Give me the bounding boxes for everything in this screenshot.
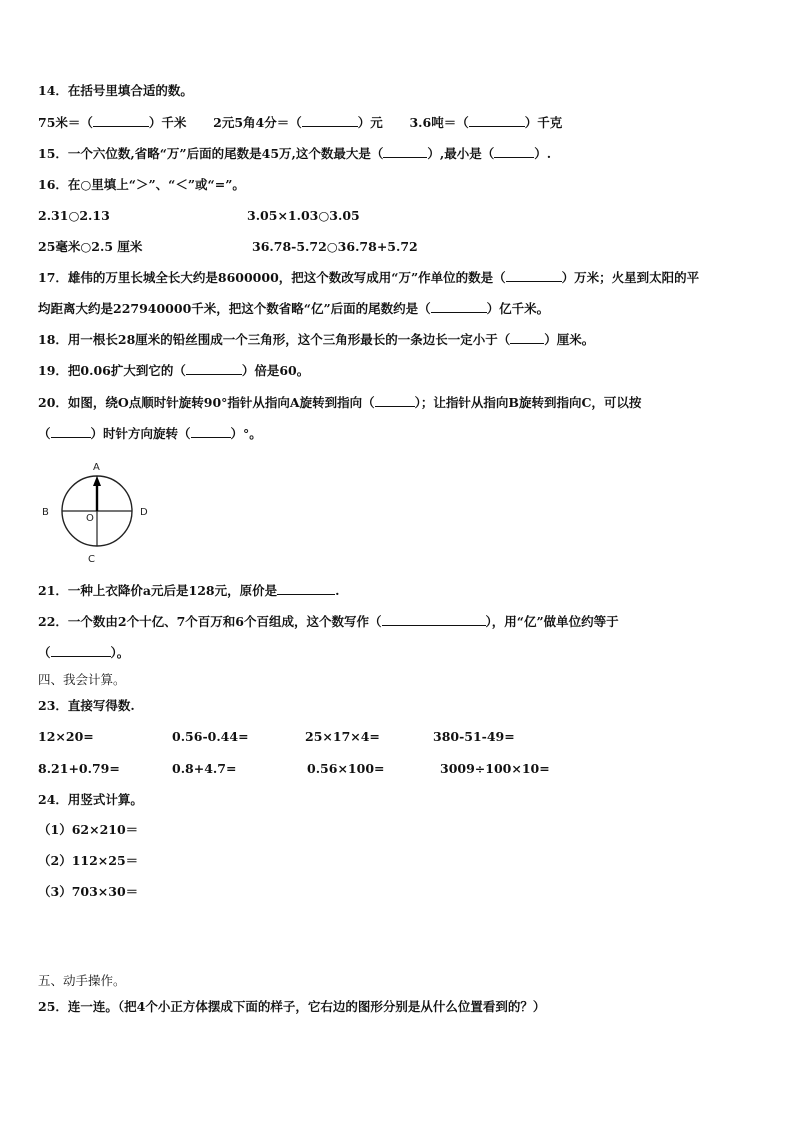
q16-item-4: 36.78-5.72○36.78+5.72: [252, 239, 418, 254]
section-4-heading: 四、我会计算。: [38, 672, 126, 687]
q15-pre: 15．一个六位数,省略“万”后面的尾数是45万,这个数最大是（: [38, 146, 384, 161]
q22-line-2: [38, 644, 758, 662]
q17-blank-1[interactable]: [506, 269, 562, 282]
q14-a-blank[interactable]: [93, 114, 149, 127]
q22-blank-1[interactable]: [382, 613, 486, 626]
q20-line2-mid: ）时针方向旋转（: [90, 426, 191, 441]
q18-pre: 18．用一根长28厘米的铅丝围成一个三角形，这个三角形最长的一条边长一定小于（: [38, 332, 511, 347]
q22-line-1: [38, 613, 758, 631]
q16-item-2: 3.05×1.03○3.05: [247, 208, 360, 223]
q23-row1-item-4: 380-51-49=: [433, 729, 515, 744]
label-c: C: [88, 554, 95, 565]
q23-row1-item-2: 0.56-0.44=: [172, 729, 249, 744]
q14-items: [38, 114, 758, 132]
label-d: D: [140, 507, 148, 518]
q24-item-1: （1）62×210＝: [38, 822, 139, 837]
q17-line2-pre: 均距离大约是227940000千米，把这个数省略“亿”后面的尾数约是（: [38, 301, 431, 316]
q14-title: 14．在括号里填合适的数。: [38, 83, 193, 98]
q14-c-pre: 3.6吨＝（: [409, 115, 469, 130]
q24-title: 24．用竖式计算。: [38, 792, 143, 807]
q14-a-post: ）千米: [148, 115, 187, 130]
q19-post: ）倍是60。: [241, 363, 310, 378]
q14-b-post: ）元: [357, 115, 383, 130]
q17-blank-2[interactable]: [431, 300, 487, 313]
label-b: B: [42, 507, 49, 518]
q14-c-blank[interactable]: [469, 114, 525, 127]
q21-post: .: [335, 583, 340, 598]
label-a: A: [93, 462, 100, 473]
q17-line1-pre: 17．雄伟的万里长城全长大约是8600000，把这个数改写成用“万”作单位的数是（: [38, 270, 506, 285]
q20-line1-pre: 20．如图，绕O点顺时针旋转90°指针从指向A旋转到指向（: [38, 395, 375, 410]
q23-row2-item-4: 3009÷100×10=: [440, 761, 550, 776]
q16-item-1: 2.31○2.13: [38, 208, 110, 223]
q18-blank[interactable]: [510, 331, 544, 344]
q24-item-3: （3）703×30＝: [38, 884, 139, 899]
q15-post: ）.: [534, 146, 552, 161]
q22-line2-post: ）。: [110, 645, 130, 660]
q15-blank-2[interactable]: [494, 145, 534, 158]
q23-row1-item-3: 25×17×4=: [305, 729, 380, 744]
label-o: O: [86, 513, 94, 524]
q14-a-pre: 75米＝（: [38, 115, 93, 130]
section-5-heading: 五、动手操作。: [38, 973, 126, 988]
q15: [38, 145, 758, 163]
q22-line2-pre: （: [38, 645, 51, 660]
q18: [38, 331, 758, 349]
q14-b-blank[interactable]: [302, 114, 358, 127]
q17-line-1: [38, 269, 758, 287]
q14-b-pre: 2元5角4分＝（: [213, 115, 302, 130]
q23-title: 23．直接写得数.: [38, 698, 135, 713]
q20-line2-pre: （: [38, 426, 51, 441]
q15-blank-1[interactable]: [383, 145, 427, 158]
q20-line-1: [38, 394, 758, 412]
q20-blank-1[interactable]: [375, 394, 415, 407]
q20-blank-3[interactable]: [191, 425, 231, 438]
q19-blank[interactable]: [186, 362, 242, 375]
q25-title: 25．连一连。（把4个小正方体摆成下面的样子，它右边的图形分别是从什么位置看到的？）: [38, 999, 546, 1014]
q19-pre: 19．把0.06扩大到它的（: [38, 363, 186, 378]
q17-line-2: [38, 300, 758, 318]
q19: [38, 362, 758, 380]
q16-title: 16．在○里填上“＞”、“＜”或“=”。: [38, 177, 245, 192]
q20-line2-post: ）°。: [230, 426, 262, 441]
q21-pre: 21．一种上衣降价a元后是128元，原价是: [38, 583, 278, 598]
q21: [38, 582, 758, 600]
q18-post: ）厘米。: [544, 332, 595, 347]
q16-item-3: 25毫米○2.5 厘米: [38, 239, 143, 254]
q23-row2-item-3: 0.56×100=: [307, 761, 385, 776]
q22-line1-pre: 22．一个数由2个十亿、7个百万和6个百组成，这个数写作（: [38, 614, 382, 629]
q23-row1-item-1: 12×20=: [38, 729, 94, 744]
q17-line2-post: ）亿千米。: [486, 301, 550, 316]
q17-line1-post: ）万米；火星到太阳的平: [561, 270, 700, 285]
q24-item-2: （2）112×25＝: [38, 853, 139, 868]
q20-compass-figure: [38, 458, 158, 568]
q20-line-2: [38, 425, 758, 443]
q14-c-post: ）千克: [524, 115, 563, 130]
q20-blank-2[interactable]: [51, 425, 91, 438]
q23-row2-item-1: 8.21+0.79=: [38, 761, 120, 776]
q22-blank-2[interactable]: [51, 644, 111, 657]
q15-mid: ）,最小是（: [427, 146, 495, 161]
q20-line1-post: ）；让指针从指向B旋转到指向C，可以按: [414, 395, 642, 410]
q21-blank[interactable]: [277, 582, 335, 595]
q22-line1-post: ），用“亿”做单位约等于: [485, 614, 619, 629]
q23-row2-item-2: 0.8+4.7=: [172, 761, 237, 776]
pointer-arrow-icon: [93, 476, 101, 486]
